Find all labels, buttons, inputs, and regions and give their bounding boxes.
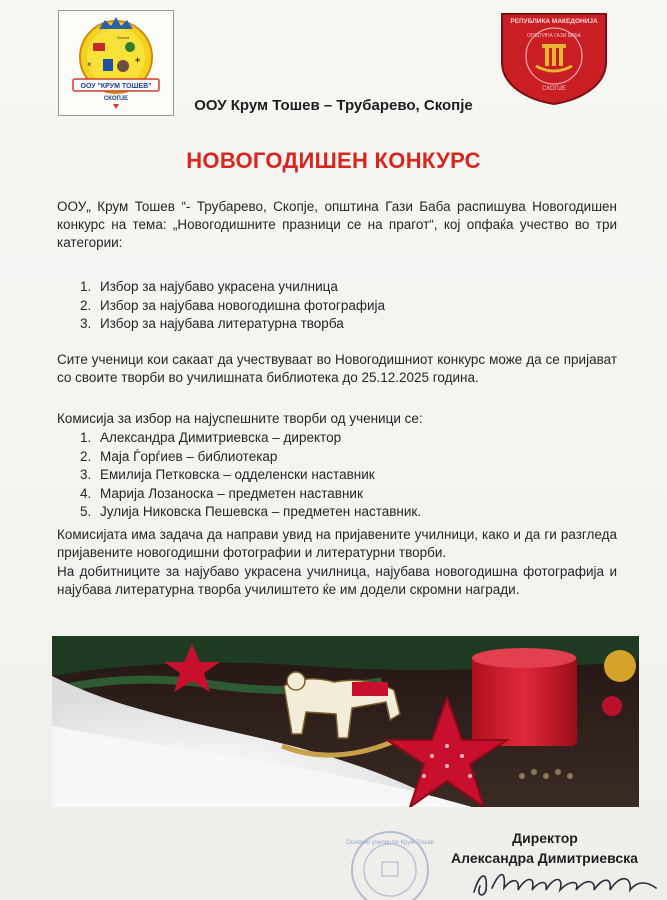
emblem-city: СКОПЈЕ xyxy=(542,86,566,92)
christmas-photo xyxy=(52,636,639,807)
emblem-text: РЕПУБЛИКА МАКЕДОНИЈА xyxy=(510,18,598,25)
list-item: 2. Избор за најубава новогодишна фотографија xyxy=(80,297,386,313)
school-header: ООУ Крум Тошев – Трубарево, Скопје xyxy=(194,97,473,114)
task-paragraph: Комисијата има задача да направи увид на пријавените училници, како и да ги разгледа пријавените новогодишни фотографии и литературни творби. xyxy=(57,527,617,560)
school-stamp xyxy=(340,822,440,900)
commission-heading: Комисија за избор на најуспешните творби од ученици се: xyxy=(57,411,423,426)
list-item: 3. Емилија Петковска – одделенски наставник xyxy=(80,467,375,483)
list-item: 1. Александра Димитриевска – директор xyxy=(80,430,342,445)
category-list xyxy=(80,278,600,334)
logo-school-name: ООУ "КРУМ ТОШЕВ" xyxy=(80,83,152,90)
apply-paragraph: Сите ученици кои сакаат да учествуваат во Новогодишниот конкурс може да се пријават со своите творби во училишната библиотека до 25.12.2025 година. xyxy=(57,352,617,385)
logo-city: СКОПЈЕ xyxy=(103,96,129,102)
list-item: 2. Маја Ѓорѓиев – библиотекар xyxy=(80,448,278,464)
intro-paragraph: ООУ„ Крум Тошев “- Трубарево, Скопје, општина Гази Баба распишува Новогодишен конкурс на тема: „Новогодишните празници се на прагот“, кој опфаќа учество во три категории: xyxy=(57,199,617,250)
signature-name: Александра Димитриевска xyxy=(451,850,638,866)
list-item: 1. Избор за најубаво украсена училница xyxy=(80,279,338,294)
signature-title: Директор xyxy=(512,830,578,846)
svg-text:×: × xyxy=(87,60,92,69)
svg-text:+: + xyxy=(135,55,141,65)
stamp-text: Основно училиште Крум Тошев xyxy=(345,840,435,846)
commission-list xyxy=(80,429,600,522)
municipality-emblem xyxy=(496,10,612,106)
list-item: 3. Избор за најубава литературна творба xyxy=(80,316,344,332)
logo-inner-text: School xyxy=(117,35,130,40)
list-item: 4. Марија Лозаноска – предметен наставник xyxy=(80,485,363,501)
prize-paragraph: На добитниците за најубаво украсена училница, најубава новогодишна фотографија и најубава литературна творба училиштето ќе им додели скромни награди. xyxy=(57,564,617,597)
handwritten-signature xyxy=(466,862,666,900)
emblem-inner-text: ОПШТИНА ГАЗИ БАБА xyxy=(527,33,581,39)
list-item: 5. Јулија Никовска Пешевска – предметен наставник. xyxy=(80,504,422,520)
page-title: НОВОГОДИШЕН КОНКУРС xyxy=(186,148,481,173)
